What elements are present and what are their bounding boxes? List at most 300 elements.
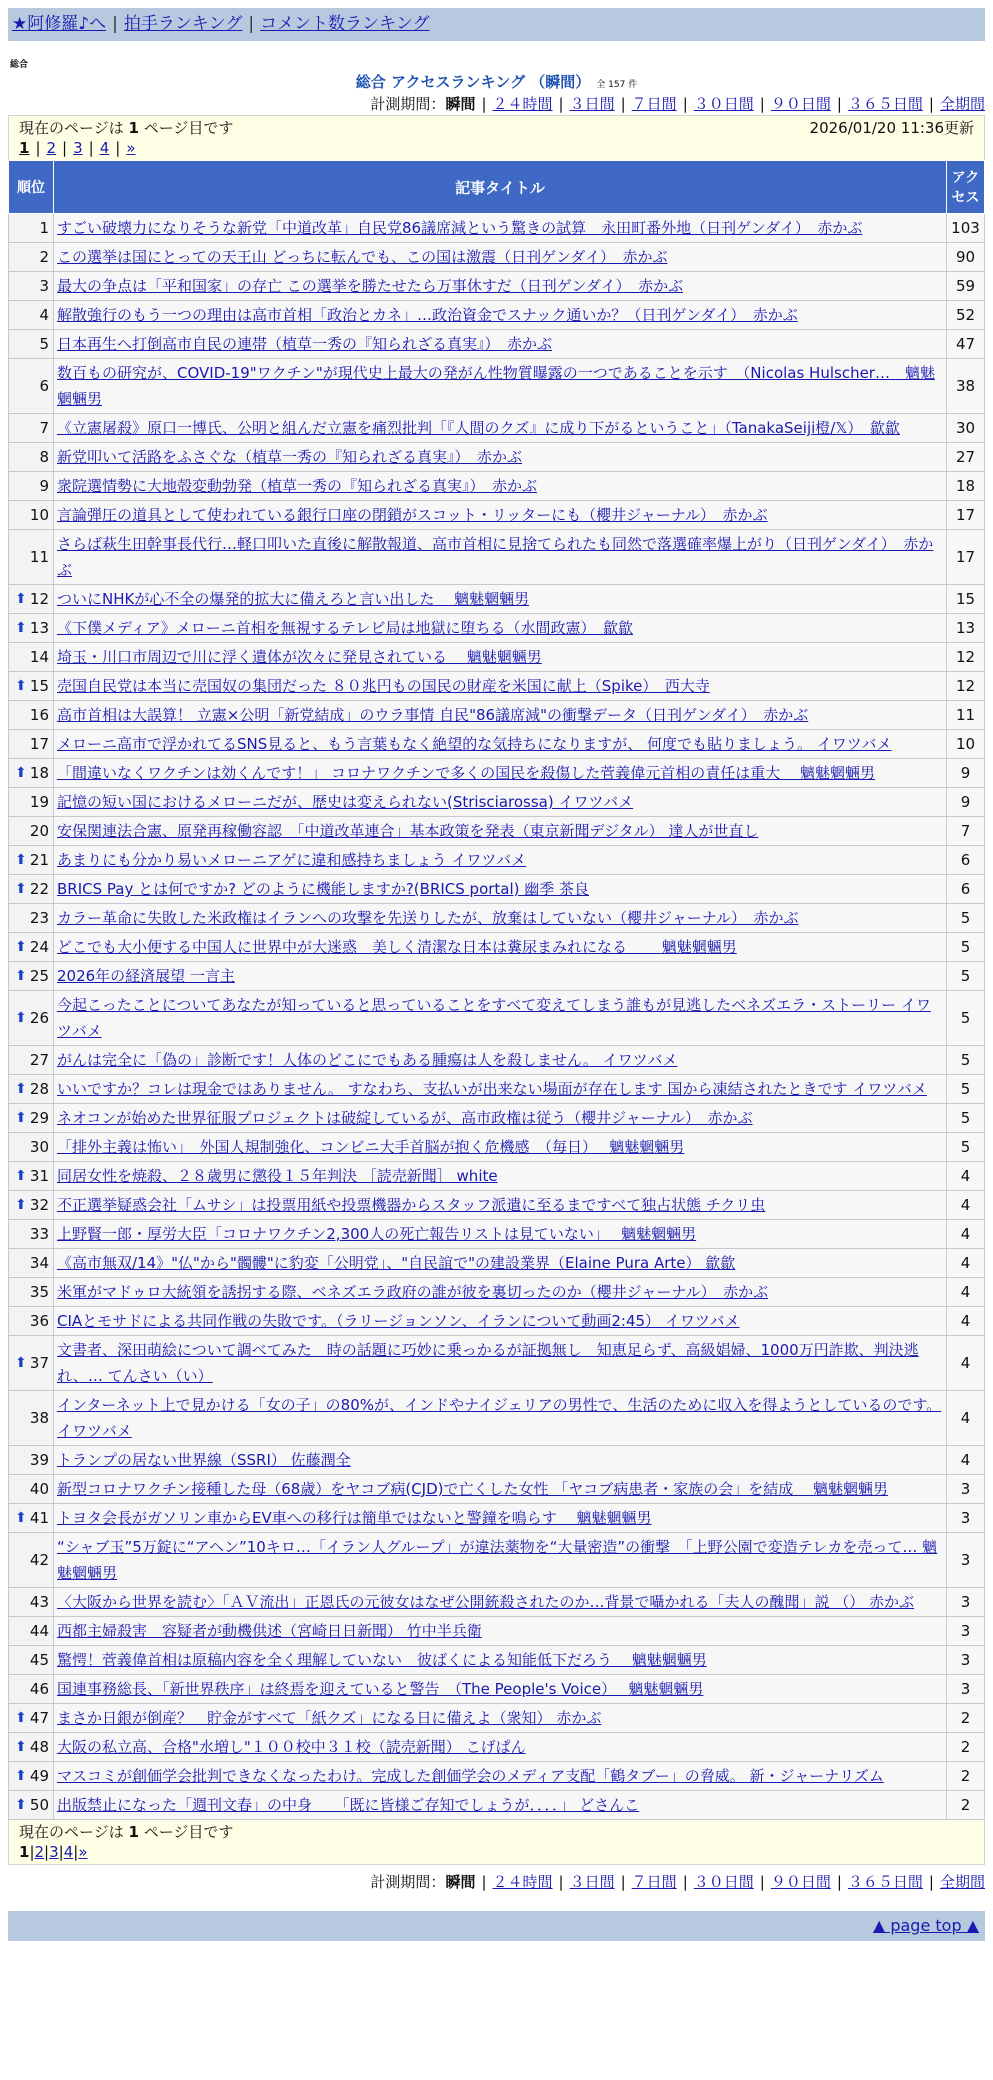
rank-cell	[9, 1617, 54, 1646]
rank-number: 36	[29, 1312, 49, 1330]
table-row	[9, 672, 985, 701]
title-cell	[54, 243, 947, 272]
page-status-text-bottom: 現在のページは 1 ページ目です	[19, 1823, 234, 1841]
table-row	[9, 1336, 985, 1391]
title-cell	[54, 846, 947, 875]
access-count: 15	[947, 585, 985, 614]
access-count: 38	[947, 359, 985, 414]
up-arrow-icon: ⬆	[15, 1768, 27, 1784]
access-count: 90	[947, 243, 985, 272]
pager-link[interactable]: 2	[34, 1843, 45, 1861]
rank-cell	[9, 1646, 54, 1675]
nav-link-clap-ranking[interactable]: 拍手ランキング	[123, 14, 243, 34]
period-option: 瞬間	[445, 1873, 476, 1891]
article-link[interactable]: すごい破壊力になりそうな新党「中道改革」自民党86議席減という驚きの試算 永田町番外地（日刊ゲンダイ） 赤かぶ	[57, 219, 863, 237]
access-count: 17	[947, 501, 985, 530]
up-arrow-icon: ⬆	[15, 591, 27, 607]
title-cell	[54, 730, 947, 759]
rank-number: 14	[29, 648, 49, 666]
page-title: 総合 アクセスランキング （瞬間）	[355, 73, 591, 91]
article-link[interactable]: 日本再生へ打倒高市自民の連帯（植草一秀の『知られざる真実』） 赤かぶ	[57, 335, 553, 353]
up-arrow-icon: ⬆	[15, 1168, 27, 1184]
rank-cell	[9, 1704, 54, 1733]
up-arrow-icon: ⬆	[15, 1739, 27, 1755]
rank-cell	[9, 1220, 54, 1249]
access-count: 27	[947, 443, 985, 472]
page-top-link[interactable]: ▲ page top ▲	[872, 1916, 979, 1935]
article-link[interactable]: ネオコンが始めた世界征服プロジェクトは破綻しているが、高市政権は従う（櫻井ジャーナル） 赤かぶ	[57, 1109, 753, 1127]
title-cell	[54, 1617, 947, 1646]
table-row	[9, 585, 985, 614]
up-arrow-icon: ⬆	[15, 765, 27, 781]
article-link[interactable]: メローニ高市で浮かれてるSNS見ると、もう言葉もなく絶望的な気持ちになりますが、 何度でも貼りましょう。 イワツバメ	[57, 735, 892, 753]
access-count: 9	[947, 788, 985, 817]
up-arrow-icon: ⬆	[15, 1355, 27, 1371]
table-row	[9, 817, 985, 846]
article-link[interactable]: “シャブ玉”5万錠に“アヘン”10キロ…「イラン人グループ」が違法薬物を“大量密造”の衝撃 「上野公園で変造テレカを売って… 魑魅魍魎男	[57, 1538, 938, 1582]
period-option[interactable]: 全期間	[939, 95, 985, 113]
period-separator: |	[481, 95, 487, 113]
table-row	[9, 730, 985, 759]
rank-number: 16	[29, 706, 49, 724]
rank-cell	[9, 1391, 54, 1446]
article-link[interactable]: 出版禁止になった「週刊文春」の中身 「既に皆様ご存知でしょうが．．．．」 どさんこ	[57, 1796, 640, 1814]
rank-cell	[9, 1307, 54, 1336]
rank-number: 32	[29, 1196, 49, 1214]
table-row	[9, 643, 985, 672]
up-arrow-icon: ⬆	[15, 1081, 27, 1097]
title-cell	[54, 875, 947, 904]
article-link[interactable]: あまりにも分かり易いメローニアゲに違和感持ちましょう イワツバメ	[57, 851, 527, 869]
table-row	[9, 1446, 985, 1475]
rank-number: 7	[39, 419, 49, 437]
table-row	[9, 1504, 985, 1533]
rank-cell	[9, 243, 54, 272]
table-row	[9, 1475, 985, 1504]
title-cell	[54, 1278, 947, 1307]
title-cell	[54, 585, 947, 614]
rank-cell	[9, 933, 54, 962]
article-link[interactable]: 《高市無双/14》"仏"から"髑髏"に豹変「公明党」、"自民誼で"の建設業界（Elaine Pura Arte） 歙歙	[57, 1254, 736, 1272]
rank-number: 39	[29, 1451, 49, 1469]
access-count: 4	[947, 1391, 985, 1446]
period-separator: |	[558, 1873, 564, 1891]
article-link[interactable]: 言論弾圧の道具として使われている銀行口座の閉鎖がスコット・リッターにも（櫻井ジャーナル） 赤かぶ	[57, 506, 768, 524]
table-row	[9, 991, 985, 1046]
table-row	[9, 933, 985, 962]
page-status-box	[8, 115, 985, 160]
pager-separator: |	[73, 1843, 79, 1861]
table-row	[9, 472, 985, 501]
article-link[interactable]: どこでも大小便する中国人に世界中が大迷惑 美しく清潔な日本は糞尿まみれになる 魑魅魍魎男	[57, 938, 737, 956]
access-count: 11	[947, 701, 985, 730]
title-cell	[54, 1220, 947, 1249]
period-selector-top	[8, 93, 985, 115]
rank-number: 20	[29, 822, 49, 840]
article-link[interactable]: 国連事務総長、「新世界秩序」は終焉を迎えていると警告 （The People's Voice） 魑魅魍魎男	[57, 1680, 704, 1698]
table-row	[9, 1046, 985, 1075]
title-cell	[54, 643, 947, 672]
page-title-bar	[8, 71, 985, 93]
rank-number: 49	[29, 1767, 49, 1785]
rank-cell	[9, 788, 54, 817]
access-count: 3	[947, 1588, 985, 1617]
rank-number: 5	[39, 335, 49, 353]
article-link[interactable]: トヨタ会長がガソリン車からEV車への移行は簡単ではないと警鐘を鳴らす 魑魅魍魎男	[57, 1509, 652, 1527]
title-cell	[54, 1075, 947, 1104]
period-option[interactable]: ３日間	[569, 95, 615, 113]
table-row	[9, 272, 985, 301]
rank-cell	[9, 301, 54, 330]
rank-number: 45	[29, 1651, 49, 1669]
period-option[interactable]: ９０日間	[770, 95, 831, 113]
up-arrow-icon: ⬆	[15, 1010, 27, 1026]
access-count: 3	[947, 1475, 985, 1504]
article-link[interactable]: 新党叩いて活路をふさぐな（植草一秀の『知られざる真実』） 赤かぶ	[57, 448, 523, 466]
period-option[interactable]: 全期間	[939, 1873, 985, 1891]
table-row	[9, 701, 985, 730]
rank-number: 34	[29, 1254, 49, 1272]
title-cell	[54, 501, 947, 530]
article-link[interactable]: 〈大阪から世界を読む〉「ＡＶ流出」正恩氏の元彼女はなぜ公開銃殺されたのか…背景で囁かれる「夫人の醜聞」説 （） 赤かぶ	[57, 1593, 915, 1611]
table-row	[9, 614, 985, 643]
access-count: 2	[947, 1704, 985, 1733]
period-separator: |	[836, 1873, 842, 1891]
access-count: 4	[947, 1278, 985, 1307]
access-count: 59	[947, 272, 985, 301]
table-row	[9, 501, 985, 530]
rank-number: 8	[39, 448, 49, 466]
table-row	[9, 301, 985, 330]
table-row	[9, 788, 985, 817]
period-option[interactable]: ７日間	[631, 1873, 677, 1891]
article-link[interactable]: この選挙は国にとっての天王山 どっちに転んでも、この国は激震（日刊ゲンダイ） 赤かぶ	[57, 248, 668, 266]
article-link[interactable]: 今起こったことについてあなたが知っていると思っていることをすべて変えてしまう誰もが見逃したベネズエラ・ストーリー イワツバメ	[57, 996, 931, 1040]
period-option[interactable]: ３６５日間	[847, 1873, 923, 1891]
title-cell	[54, 1762, 947, 1791]
table-row	[9, 243, 985, 272]
table-row	[9, 214, 985, 243]
access-count: 10	[947, 730, 985, 759]
article-link[interactable]: 新型コロナワクチン接種した母（68歳）をヤコブ病(CJD)で亡くした女性 「ヤコブ病患者・家族の会」を結成 魑魅魍魎男	[57, 1480, 889, 1498]
access-count: 4	[947, 1249, 985, 1278]
article-link[interactable]: カラー革命に失敗した米政権はイランへの攻撃を先送りしたが、放棄はしていない（櫻井ジャーナル） 赤かぶ	[57, 909, 799, 927]
rank-cell	[9, 672, 54, 701]
access-count: 5	[947, 1075, 985, 1104]
rank-number: 28	[29, 1080, 49, 1098]
article-link[interactable]: マスコミが創価学会批判できなくなったわけ。完成した創価学会のメディア支配「鶴タブー」の脅威。 新・ジャーナリズム	[57, 1767, 884, 1785]
period-option[interactable]: ３６５日間	[847, 95, 923, 113]
period-separator: |	[481, 1873, 487, 1891]
access-count: 3	[947, 1675, 985, 1704]
table-row	[9, 1391, 985, 1446]
title-cell	[54, 1336, 947, 1391]
title-cell	[54, 1675, 947, 1704]
article-link[interactable]: BRICS Pay とは何ですか? どのように機能しますか?(BRICS portal) 幽季 茶良	[57, 880, 590, 898]
table-row	[9, 1762, 985, 1791]
access-count: 5	[947, 1133, 985, 1162]
pager-separator: |	[88, 139, 94, 157]
pager-separator: |	[29, 1843, 35, 1861]
pager-next[interactable]: »	[78, 1843, 88, 1861]
pager-top	[19, 138, 974, 158]
article-link[interactable]: 不正選挙疑惑会社「ムサシ」は投票用紙や投票機器からスタッフ派遣に至るまですべて独占状態 チクリ虫	[57, 1196, 766, 1214]
access-count: 2	[947, 1733, 985, 1762]
period-separator: |	[620, 1873, 626, 1891]
access-count: 12	[947, 643, 985, 672]
period-option[interactable]: ３０日間	[693, 1873, 754, 1891]
pager-link[interactable]: 2	[46, 139, 57, 157]
title-cell	[54, 1646, 947, 1675]
article-link[interactable]: 西都主婦殺害 容疑者が動機供述（宮崎日日新聞） 竹中半兵衛	[57, 1622, 482, 1640]
rank-cell	[9, 1504, 54, 1533]
article-link[interactable]: CIAとモサドによる共同作戦の失敗です。（ラリージョンソン、イランについて動画2:45） イワツバメ	[57, 1312, 740, 1330]
page-status-box-bottom	[8, 1820, 985, 1865]
title-cell	[54, 991, 947, 1046]
header-access: アクセス	[947, 161, 985, 214]
nav-link-asyura[interactable]: ★阿修羅♪へ	[12, 14, 107, 34]
rank-number: 22	[29, 880, 49, 898]
nav-link-comment-ranking[interactable]: コメント数ランキング	[260, 14, 430, 34]
article-link[interactable]: 埼玉・川口市周辺で川に浮く遺体が次々に発見されている 魑魅魍魎男	[57, 648, 542, 666]
access-count: 12	[947, 672, 985, 701]
article-link[interactable]: トランプの居ない世界線（SSRI） 佐藤潤全	[57, 1451, 351, 1469]
rank-cell	[9, 846, 54, 875]
access-count: 5	[947, 1104, 985, 1133]
title-cell	[54, 443, 947, 472]
title-cell	[54, 672, 947, 701]
rank-cell	[9, 472, 54, 501]
title-cell	[54, 1104, 947, 1133]
article-link[interactable]: 解散強行のもう一つの理由は高市首相「政治とカネ」…政治資金でスナック通いか？（日刊ゲンダイ） 赤かぶ	[57, 306, 798, 324]
access-count: 3	[947, 1617, 985, 1646]
article-link[interactable]: 同居女性を焼殺、２８歳男に懲役１５年判決 ［読売新聞］ white	[57, 1167, 498, 1185]
title-cell	[54, 530, 947, 585]
article-link[interactable]: 数百もの研究が、COVID-19"ワクチン"が現代史上最大の発がん性物質曝露の一つであることを示す （Nicolas Hulscher… 魑魅魍魎男	[57, 364, 935, 408]
article-link[interactable]: 《下僕メディア》メローニ首相を無視するテレビ局は地獄に堕ちる（水間政憲） 歙歙	[57, 619, 634, 637]
rank-cell	[9, 1191, 54, 1220]
article-link[interactable]: 上野賢一郎・厚労大臣「コロナワクチン2,300人の死亡報告リストは見ていない」 魑魅魍魎男	[57, 1225, 697, 1243]
article-link[interactable]: 安保関連法合憲、原発再稼働容認 「中道改革連合」基本政策を発表（東京新聞デジタル） 達人が世直し	[57, 822, 759, 840]
access-count: 3	[947, 1533, 985, 1588]
period-separator: |	[558, 95, 564, 113]
rank-number: 10	[29, 506, 49, 524]
access-count: 9	[947, 759, 985, 788]
article-link[interactable]: 2026年の経済展望 一言主	[57, 967, 235, 985]
up-arrow-icon: ⬆	[15, 678, 27, 694]
title-cell	[54, 1704, 947, 1733]
up-arrow-icon: ⬆	[15, 881, 27, 897]
up-arrow-icon: ⬆	[15, 968, 27, 984]
nav-separator: |	[248, 14, 255, 34]
rank-cell	[9, 1675, 54, 1704]
rank-cell	[9, 530, 54, 585]
article-link[interactable]: 《立憲屠殺》原口一博氏、公明と組んだ立憲を痛烈批判「『人間のクズ』に成り下がるということ」（TanakaSeiji橙/𝕏） 歙歙	[57, 419, 900, 437]
access-count: 4	[947, 1191, 985, 1220]
rank-number: 50	[29, 1796, 49, 1814]
rank-cell	[9, 759, 54, 788]
up-arrow-icon: ⬆	[15, 1710, 27, 1726]
period-separator: |	[928, 1873, 934, 1891]
title-cell	[54, 701, 947, 730]
access-count: 18	[947, 472, 985, 501]
rank-number: 21	[29, 851, 49, 869]
table-row	[9, 1588, 985, 1617]
period-selector-bottom	[8, 1871, 985, 1893]
rank-cell	[9, 414, 54, 443]
up-arrow-icon: ⬆	[15, 620, 27, 636]
table-row	[9, 1533, 985, 1588]
access-count: 5	[947, 991, 985, 1046]
title-cell	[54, 1504, 947, 1533]
nav-separator: |	[112, 14, 118, 34]
rank-number: 25	[29, 967, 49, 985]
up-arrow-icon: ⬆	[15, 1197, 27, 1213]
title-cell	[54, 414, 947, 443]
pager-link[interactable]: 4	[99, 139, 110, 157]
title-cell	[54, 1046, 947, 1075]
pager-next[interactable]: »	[126, 139, 136, 157]
rank-cell	[9, 272, 54, 301]
rank-cell	[9, 1133, 54, 1162]
pager-current: 1	[19, 139, 30, 157]
access-count: 4	[947, 1336, 985, 1391]
period-separator: |	[759, 1873, 765, 1891]
article-link[interactable]: 大阪の私立高、合格"水増し"１００校中３１校（読売新聞） こげぱん	[57, 1738, 526, 1756]
rank-number: 29	[29, 1109, 49, 1127]
table-row	[9, 904, 985, 933]
period-option[interactable]: ７日間	[631, 95, 677, 113]
rank-cell	[9, 875, 54, 904]
access-count: 3	[947, 1646, 985, 1675]
rank-number: 37	[29, 1354, 49, 1372]
title-cell	[54, 817, 947, 846]
title-cell	[54, 472, 947, 501]
article-link[interactable]: 衆院選情勢に大地殻変動勃発（植草一秀の『知られざる真実』） 赤かぶ	[57, 477, 538, 495]
rank-number: 1	[39, 219, 49, 237]
period-option[interactable]: ３０日間	[693, 95, 754, 113]
rank-number: 15	[29, 677, 49, 695]
period-option[interactable]: ２４時間	[492, 95, 553, 113]
title-cell	[54, 330, 947, 359]
access-count: 4	[947, 1220, 985, 1249]
access-count: 6	[947, 875, 985, 904]
title-cell	[54, 214, 947, 243]
pager-link[interactable]: 4	[63, 1843, 74, 1861]
period-separator: |	[620, 95, 626, 113]
title-cell	[54, 962, 947, 991]
rank-cell	[9, 962, 54, 991]
title-cell	[54, 1162, 947, 1191]
rank-cell	[9, 1336, 54, 1391]
rank-cell	[9, 701, 54, 730]
pager-separator: |	[35, 139, 41, 157]
pager-separator: |	[62, 139, 68, 157]
rank-number: 4	[39, 306, 49, 324]
period-separator: |	[759, 95, 765, 113]
article-link[interactable]: 文書者、深田萌絵について調べてみた 時の話題に巧妙に乗っかるが証拠無し 知恵足らず、高級娼婦、1000万円詐欺、判決逃れ、… てんさい（い）	[57, 1341, 919, 1385]
table-row	[9, 530, 985, 585]
rank-number: 40	[29, 1480, 49, 1498]
article-link[interactable]: 「排外主義は怖い」 外国人規制強化、コンビニ大手首脳が抱く危機感 （毎日） 魑魅魍魎男	[57, 1138, 685, 1156]
period-option[interactable]: ９０日間	[770, 1873, 831, 1891]
up-arrow-icon: ⬆	[15, 939, 27, 955]
ranking-table	[8, 160, 985, 1820]
table-row	[9, 962, 985, 991]
pager-separator: |	[44, 1843, 50, 1861]
article-link[interactable]: いいですか？コレは現金ではありません。 すなわち、支払いが出来ない場面が存在します 国から凍結されたときです イワツバメ	[57, 1080, 927, 1098]
title-cell	[54, 1191, 947, 1220]
access-count: 7	[947, 817, 985, 846]
rank-cell	[9, 1533, 54, 1588]
rank-number: 48	[29, 1738, 49, 1756]
access-count: 5	[947, 904, 985, 933]
title-cell	[54, 1307, 947, 1336]
title-cell	[54, 1791, 947, 1820]
rank-number: 47	[29, 1709, 49, 1727]
rank-cell	[9, 1249, 54, 1278]
article-link[interactable]: 記憶の短い国におけるメローニだが、歴史は変えられない(Strisciarossa) イワツバメ	[57, 793, 634, 811]
pager-link[interactable]: 3	[73, 139, 83, 157]
rank-number: 38	[29, 1409, 49, 1427]
rank-cell	[9, 904, 54, 933]
article-link[interactable]: 「間違いなくワクチンは効くんです！」 コロナワクチンで多くの国民を殺傷した菅義偉元首相の責任は重大 魑魅魍魎男	[57, 764, 876, 782]
rank-cell	[9, 1104, 54, 1133]
period-option[interactable]: ３日間	[569, 1873, 615, 1891]
article-link[interactable]: 米軍がマドゥロ大統領を誘拐する際、ベネズエラ政府の誰が彼を裏切ったのか（櫻井ジャーナル） 赤かぶ	[57, 1283, 769, 1301]
access-count: 3	[947, 1504, 985, 1533]
period-option[interactable]: ２４時間	[492, 1873, 553, 1891]
access-count: 13	[947, 614, 985, 643]
table-row	[9, 846, 985, 875]
article-link[interactable]: 最大の争点は「平和国家」の存亡 この選挙を勝たせたら万事休すだ（日刊ゲンダイ） 赤かぶ	[57, 277, 684, 295]
footer-bar	[8, 1911, 985, 1941]
article-link[interactable]: 売国自民党は本当に売国奴の集団だった ８０兆円もの国民の財産を米国に献上（Spike） 西大寺	[57, 677, 710, 695]
rank-cell	[9, 730, 54, 759]
period-label: 計測期間：	[370, 95, 446, 113]
rank-number: 46	[29, 1680, 49, 1698]
rank-number: 13	[29, 619, 49, 637]
rank-number: 30	[29, 1138, 49, 1156]
pager-link[interactable]: 3	[49, 1843, 59, 1861]
pager-separator: |	[115, 139, 121, 157]
title-cell	[54, 904, 947, 933]
rank-cell	[9, 501, 54, 530]
article-link[interactable]: まさか日銀が倒産？ 貯金がすべて「紙クズ」になる日に備えよ（衆知） 赤かぶ	[57, 1709, 602, 1727]
rank-cell	[9, 1791, 54, 1820]
title-cell	[54, 272, 947, 301]
rank-cell	[9, 1588, 54, 1617]
rank-cell	[9, 643, 54, 672]
table-row	[9, 1646, 985, 1675]
article-link[interactable]: さらば萩生田幹事長代行…軽口叩いた直後に解散報道、高市首相に見捨てられたも同然で落選確率爆上がり（日刊ゲンダイ） 赤かぶ	[57, 535, 934, 579]
article-link[interactable]: 驚愕！菅義偉首相は原稿内容を全く理解していない 彼ばくによる知能低下だろう 魑魅魍魎男	[57, 1651, 707, 1669]
article-link[interactable]: インターネット上で見かける「女の子」の80%が、インドやナイジェリアの男性で、生活のために収入を得ようとしているのです。 イワツバメ	[57, 1396, 942, 1440]
article-link[interactable]: ついにNHKが心不全の爆発的拡大に備えろと言い出した 魑魅魍魎男	[57, 590, 530, 608]
updated-timestamp: 2026/01/20 11:36更新	[809, 119, 974, 137]
article-link[interactable]: 高市首相は大誤算！ 立憲×公明「新党結成」のウラ事情 自民"86議席減"の衝撃データ（日刊ゲンダイ） 赤かぶ	[57, 706, 809, 724]
table-header-row	[9, 161, 985, 214]
rank-number: 24	[29, 938, 49, 956]
rank-cell	[9, 1278, 54, 1307]
title-cell	[54, 1475, 947, 1504]
period-separator: |	[836, 95, 842, 113]
table-row	[9, 1162, 985, 1191]
table-row	[9, 1675, 985, 1704]
article-link[interactable]: がんは完全に「偽の」診断です！人体のどこにでもある腫瘍は人を殺しません。 イワツバメ	[57, 1051, 678, 1069]
table-row	[9, 1249, 985, 1278]
table-row	[9, 1133, 985, 1162]
